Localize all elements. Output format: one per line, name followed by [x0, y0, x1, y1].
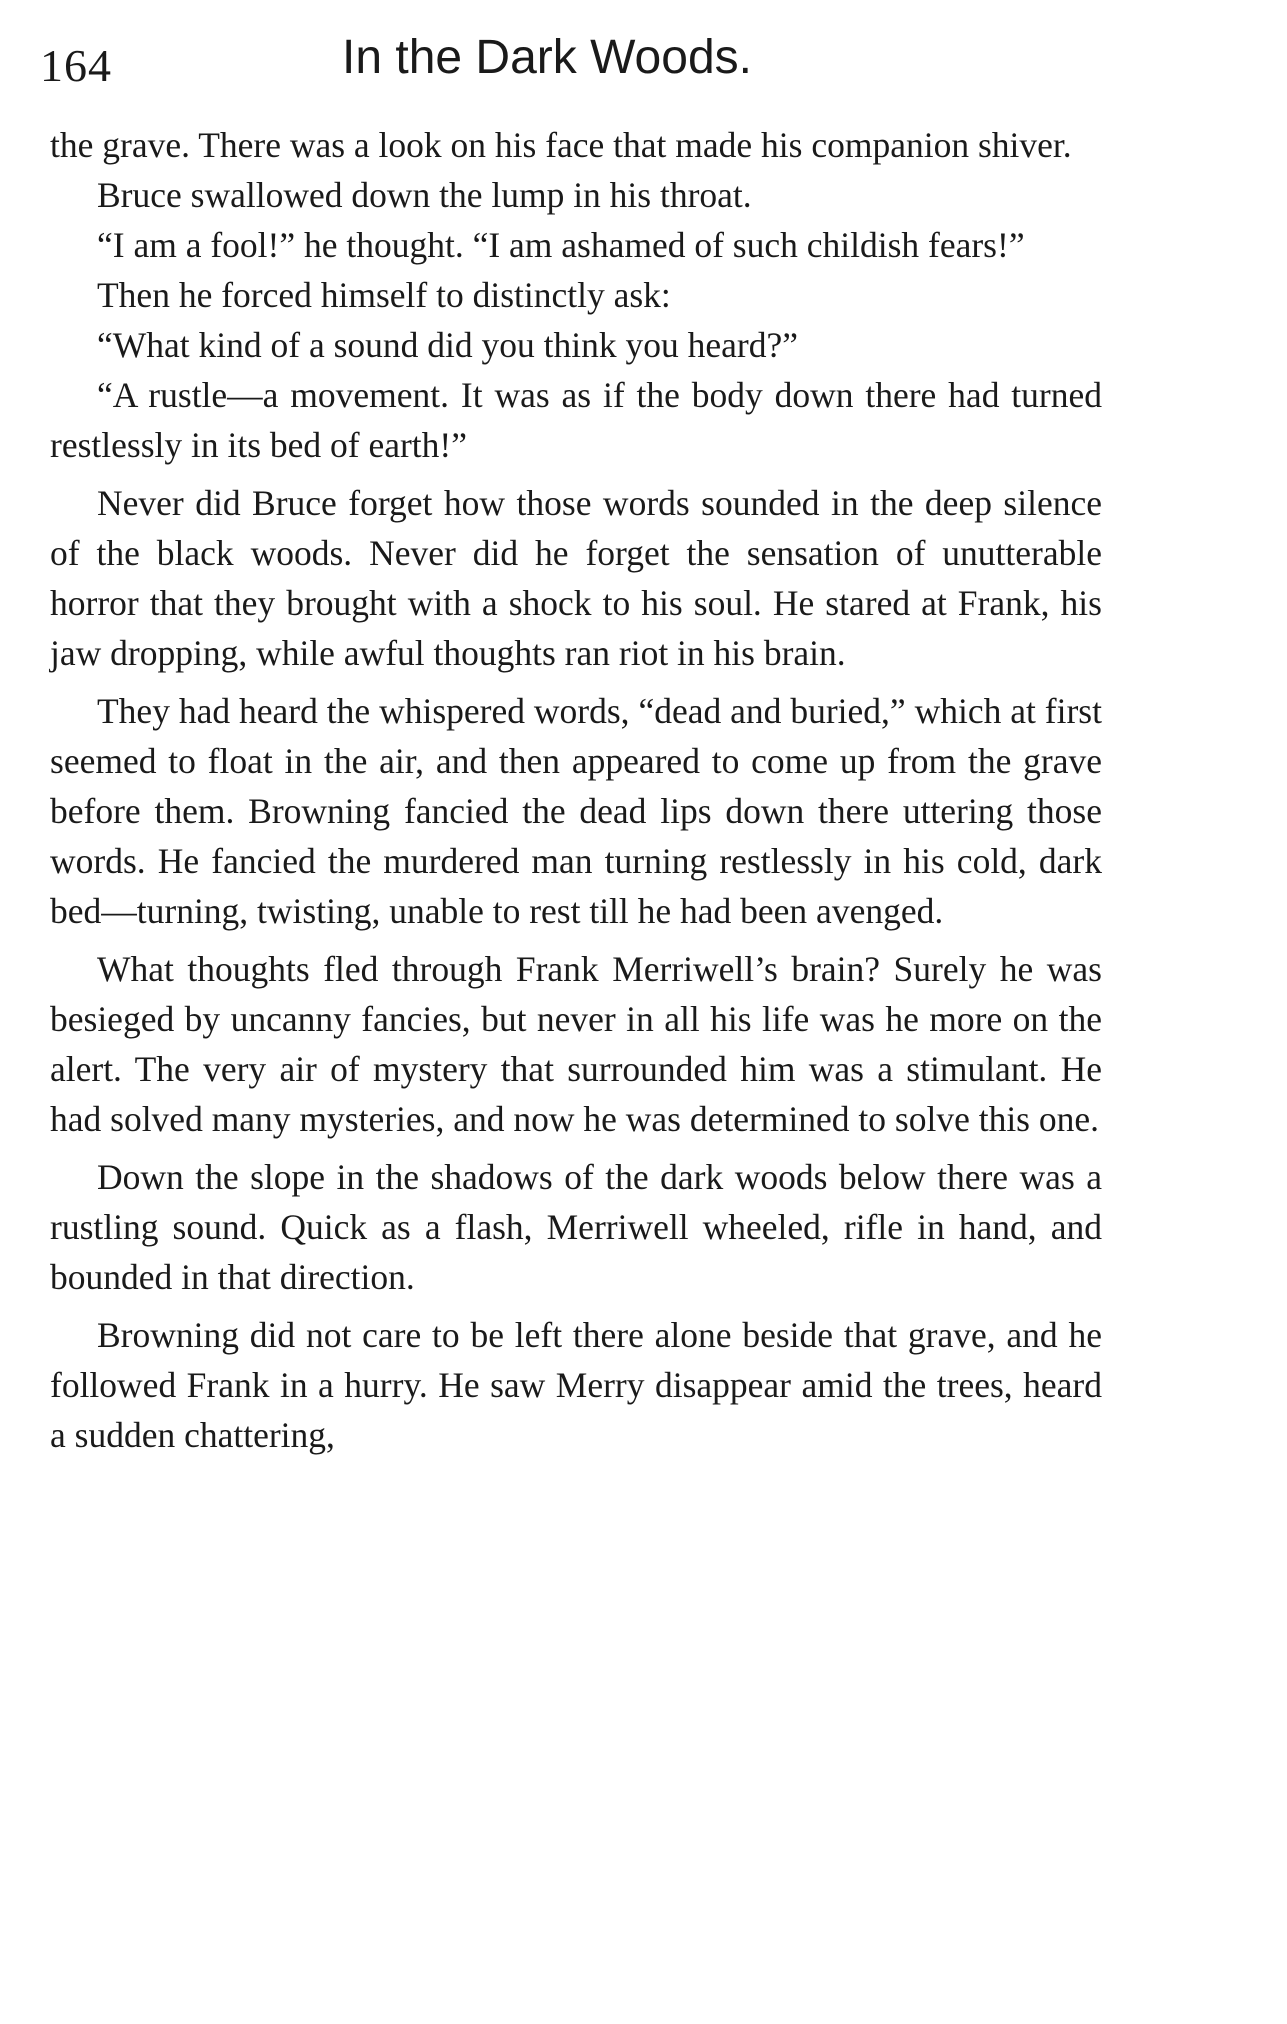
page-number: 164 [40, 40, 112, 91]
paragraph: “I am a fool!” he thought. “I am ashamed of such childish fears!” [97, 225, 1025, 265]
paragraph: Never did Bruce forget how those words sounded in the deep silence of the black woods. Never did he forget the sensation of unutterable horror that they brought with a shock to his soul. He stared at Frank, his jaw dropping, while awful thoughts ran riot in his brain. [50, 483, 1102, 673]
paragraph: “What kind of a sound did you think you heard?” [97, 325, 798, 365]
paragraph: Then he forced himself to distinctly ask: [97, 275, 671, 315]
paragraph: the grave. There was a look on his face that made his companion shiver. [50, 125, 1072, 165]
paragraph: They had heard the whispered words, “dead and buried,” which at first seemed to float in the air, and then appeared to come up from the grave before them. Browning fancied the dead lips down there uttering those words. He fancied the murdered man turning restlessly in his cold, dark bed—turning, twisting, unable to rest till he had been avenged. [50, 691, 1102, 931]
paragraph: Down the slope in the shadows of the dark woods below there was a rustling sound. Quick as a flash, Merriwell wheeled, rifle in hand, and bounded in that direction. [50, 1157, 1102, 1297]
running-head [40, 28, 1100, 98]
body-text [50, 120, 1102, 1468]
running-title: In the Dark Woods. [342, 31, 752, 84]
paragraph: What thoughts fled through Frank Merriwell’s brain? Surely he was besieged by uncanny fancies, but never in all his life was he more on the alert. The very air of mystery that surrounded him was a stimulant. He had solved many mysteries, and now he was determined to solve this one. [50, 949, 1102, 1139]
paragraph: Browning did not care to be left there alone beside that grave, and he followed Frank in a hurry. He saw Merry disappear amid the trees, heard a sudden chattering, [50, 1315, 1102, 1455]
paragraph: “A rustle—a movement. It was as if the body down there had turned restlessly in its bed of earth!” [50, 375, 1102, 465]
paragraph: Bruce swallowed down the lump in his throat. [97, 175, 752, 215]
